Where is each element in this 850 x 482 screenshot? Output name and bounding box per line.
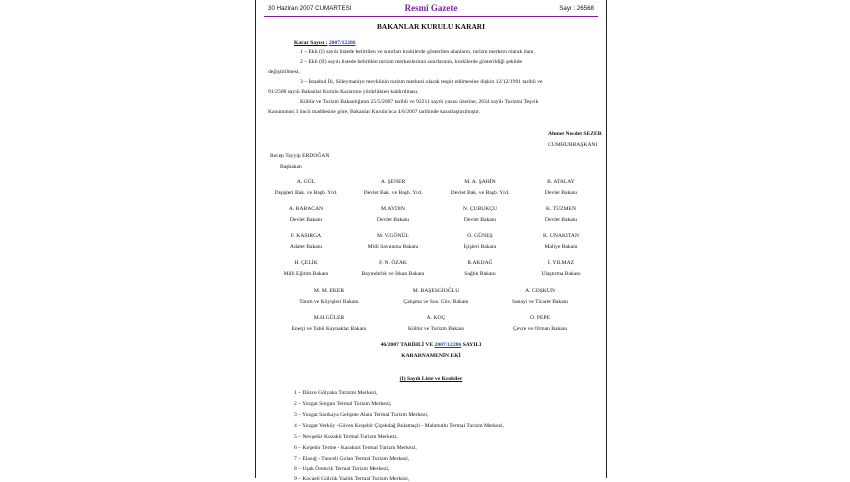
header-date: 30 Haziran 2007 CUMARTESİ bbox=[268, 5, 352, 12]
minister-name: A. COŞKUN bbox=[525, 288, 555, 294]
minister-title: Tarım ve Köyişleri Bakanı bbox=[299, 299, 359, 305]
minister-name: R.AKDAĞ bbox=[467, 260, 493, 266]
minister-name: K. UNAKITAN bbox=[543, 233, 579, 239]
minister-name: K. TÜZMEN bbox=[545, 206, 577, 212]
gazette-title: Resmî Gazete bbox=[404, 3, 458, 13]
decree-paragraph: 3 – İstanbul İli, Süleymaniye mevkiinin turizm merkezi olarak tespit edilmesine ilişkin 12/12/1991 tarihli ve bbox=[300, 79, 543, 85]
minister-name: A. BABACAN bbox=[288, 206, 324, 212]
minister-name: M. BAŞESGİOĞLU bbox=[412, 288, 460, 294]
minister-name: A. GÜL bbox=[296, 179, 316, 185]
decree-paragraph: Kanununun 3 üncü maddesine göre, Bakanlar Kurulu'nca 4/6/2007 tarihinde kararlaştırılmıştır. bbox=[268, 109, 481, 115]
minister-name: F. KASIRGA bbox=[290, 233, 322, 239]
minister-title: Enerji ve Tabii Kaynaklar Bakanı bbox=[291, 326, 367, 332]
minister-title: Devlet Bakanı bbox=[544, 217, 578, 223]
minister-title: Ulaştırma Bakanı bbox=[541, 271, 581, 277]
minister-title: Sağlık Bakanı bbox=[464, 271, 496, 277]
annex-list-item: 5 – Nevşehir Kozaklı Termal Turizm Merkezi, bbox=[294, 434, 398, 440]
annex-list-item: 6 – Kırşehir Terme - Karakurt Termal Turizm Merkezi, bbox=[294, 445, 417, 451]
decree-paragraph: Kültür ve Turizm Bakanlığının 25/5/2007 tarihli ve 92211 sayılı yazısı üzerine, 2634 sayılı Turizmi Teşvik bbox=[300, 99, 539, 105]
annex-list-item: 1 – Düzce Gölyaka Turizmi Merkezi, bbox=[294, 390, 378, 396]
minister-title: Devlet Bakanı bbox=[544, 190, 578, 196]
minister-name: O. PEPE bbox=[530, 315, 550, 321]
annex-list-item: 7 – Elazığ - Tunceli Golan Termal Turizm Merkezi, bbox=[294, 456, 410, 462]
annex-heading bbox=[256, 342, 606, 348]
header-rule bbox=[264, 16, 598, 17]
header-issue: Sayı : 26568 bbox=[559, 5, 594, 12]
minister-title: Sanayi ve Ticaret Bakanı bbox=[511, 299, 569, 305]
annex-list-item: 9 – Kocaeli Gölcük Yazlık Termal Turizm Merkezi, bbox=[294, 476, 410, 482]
minister-name: F. N. ÖZAK bbox=[379, 260, 407, 266]
president-title: CUMHURBAŞKANI bbox=[548, 142, 598, 148]
minister-title: Milli Eğitim Bakanı bbox=[283, 271, 329, 277]
annex-heading-suffix: SAYILI bbox=[462, 342, 482, 348]
annex-subheading: KARARNAMENİN EKİ bbox=[401, 353, 461, 359]
decree-paragraph: değiştirilmesi, bbox=[268, 69, 300, 75]
pm-name: Recep Tayyip ERDOĞAN bbox=[270, 153, 330, 159]
minister-title: Kültür ve Turizm Bakanı bbox=[407, 326, 465, 332]
annex-list-item: 4 – Yozgat Yerköy -Güven Kırşehir Çiçekdağ Bulamaçlı - Mahmutlu Termal Turizm Merkezi, bbox=[294, 423, 505, 429]
minister-title: Çevre ve Orman Bakanı bbox=[512, 326, 568, 332]
minister-title: Çalışma ve Sos. Güv. Bakanı bbox=[403, 299, 469, 305]
annex-list-item: 3 – Yozgat Sarıkaya Gelişme Alanı Termal Turizm Merkezi, bbox=[294, 412, 429, 418]
annex-list-title: (I) Sayılı Liste ve Krokiler bbox=[399, 376, 463, 382]
pm-title: Başbakan bbox=[280, 164, 302, 170]
minister-name: M.AYDIN bbox=[381, 206, 405, 212]
minister-name: M.H.GÜLER bbox=[313, 315, 345, 321]
decree-paragraph: 91/2508 sayılı Bakanlar Kurulu Kararının yürürlükten kaldırılması, bbox=[268, 89, 419, 95]
decree-number-link[interactable]: 2007/12286 bbox=[328, 40, 356, 46]
minister-title: Adalet Bakanı bbox=[289, 244, 323, 250]
annex-decree-link[interactable]: 2007/12286 bbox=[434, 342, 462, 348]
annex-list-item: 2 – Yozgat Sorgun Termal Turizm Merkezi, bbox=[294, 401, 392, 407]
minister-title: Devlet Bak. ve Başb. Yrd. bbox=[363, 190, 423, 196]
minister-name: İ. YILMAZ bbox=[547, 260, 575, 266]
decree-number-line bbox=[294, 40, 356, 46]
minister-name: B. ATALAY bbox=[547, 179, 575, 185]
minister-name: M. M. EKER bbox=[313, 288, 345, 294]
minister-title: Devlet Bakanı bbox=[463, 217, 497, 223]
minister-title: Devlet Bakanı bbox=[289, 217, 323, 223]
decree-paragraph: 2 – Ekli (II) sayılı listede belirtilen turizm merkezlerinin sınırlarının, krokilerde gösterildiği şekilde bbox=[300, 59, 522, 65]
minister-title: Bayındırlık ve İskan Bakanı bbox=[361, 271, 425, 277]
minister-title: İçişleri Bakanı bbox=[463, 244, 497, 250]
minister-name: A. KOÇ bbox=[426, 315, 446, 321]
decree-paragraph: 1 – Ekli (I) sayılı listede belirtilen ve sınırları krokilerde gösterilen alanların, turizm merkezi olarak ilanı, bbox=[300, 49, 536, 55]
minister-name: O. GÜNEŞ bbox=[467, 233, 493, 239]
minister-name: M. A. ŞAHİN bbox=[464, 179, 496, 185]
minister-name: N. ÇUBUKÇU bbox=[462, 206, 498, 212]
annex-heading-prefix: 46/2007 TARİHLİ VE bbox=[380, 342, 434, 348]
president-name: Ahmet Necdet SEZER bbox=[548, 131, 602, 137]
decree-title: BAKANLAR KURULU KARARI bbox=[377, 22, 485, 31]
minister-title: Maliye Bakanı bbox=[544, 244, 578, 250]
minister-title: Devlet Bak. ve Başb. Yrd. bbox=[450, 190, 510, 196]
minister-title: Devlet Bakanı bbox=[376, 217, 410, 223]
minister-title: Dışişleri Bak. ve Başb. Yrd. bbox=[274, 190, 338, 196]
document-page bbox=[255, 0, 607, 482]
minister-name: A. ŞENER bbox=[380, 179, 406, 185]
minister-title: Milli Savunma Bakanı bbox=[367, 244, 419, 250]
decree-number-label: Karar Sayısı : bbox=[294, 40, 328, 46]
minister-name: M. V.GÖNÜL bbox=[377, 233, 409, 239]
annex-list-item: 8 – Uşak Örencik Termal Turizm Merkezi, bbox=[294, 466, 390, 472]
minister-name: H. ÇELİK bbox=[294, 260, 318, 266]
